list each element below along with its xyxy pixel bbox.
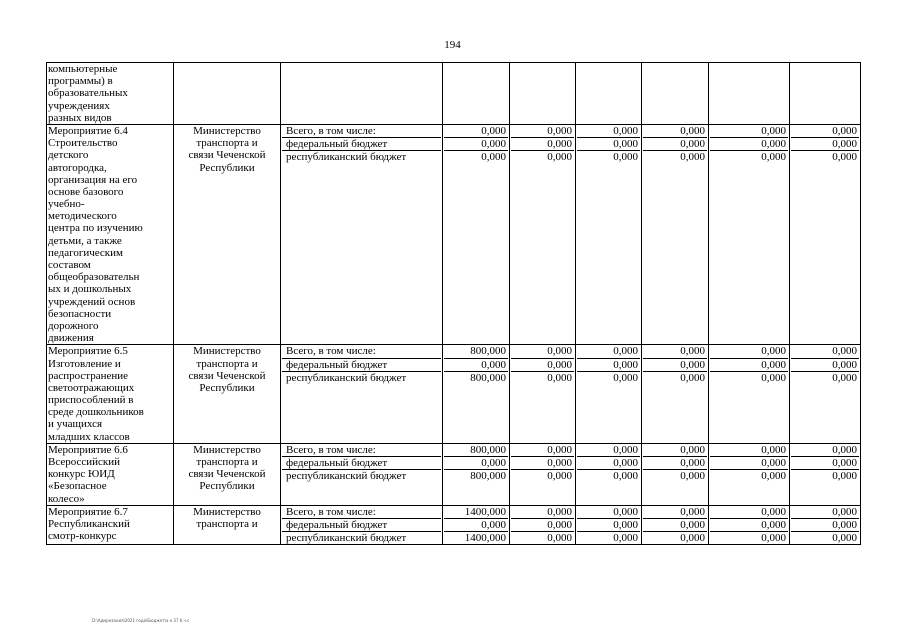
amount-cell: [642, 124, 709, 344]
event-text-line: среде дошкольников: [48, 406, 144, 419]
amount-cell: [790, 505, 861, 545]
amount-cell: [510, 443, 576, 505]
amount-cell: [642, 63, 709, 125]
amount-cell: [709, 443, 790, 505]
amount-value: 0,000: [511, 444, 574, 457]
amount-value: 800,000: [444, 444, 508, 457]
amount-cell: [642, 443, 709, 505]
amount-value: 0,000: [511, 125, 574, 138]
executor-text-line: транспорта и: [196, 137, 258, 150]
funding-source-line: Всего, в том числе:: [282, 345, 441, 358]
event-text-line: Мероприятие 6.6: [48, 443, 128, 456]
amount-cell: [510, 124, 576, 344]
funding-source-line: республиканский бюджет: [286, 371, 407, 384]
amount-value: 0,000: [613, 371, 638, 384]
funding-source-line: Всего, в том числе:: [282, 506, 441, 519]
amount-value: 0,000: [511, 345, 574, 358]
amount-value: 0,000: [577, 359, 640, 372]
event-text-line: детьми, а также: [48, 234, 122, 247]
amount-cell: [790, 63, 861, 125]
amount-value: 0,000: [613, 151, 638, 164]
executor-text-line: Министерство: [193, 345, 261, 358]
amount-value: 0,000: [547, 470, 572, 483]
amount-value: 0,000: [481, 151, 506, 164]
amount-value: 0,000: [791, 506, 859, 519]
amount-value: 800,000: [470, 470, 506, 483]
amount-value: 0,000: [511, 359, 574, 372]
amount-value: 0,000: [547, 151, 572, 164]
amount-cell: [576, 345, 642, 444]
amount-value: 0,000: [547, 532, 572, 545]
event-text-line: учебно-: [48, 198, 85, 211]
event-text-line: светоотражающих: [48, 381, 135, 394]
amount-value: 0,000: [444, 125, 508, 138]
amount-value: 0,000: [832, 151, 857, 164]
amount-value: 0,000: [791, 444, 859, 457]
table-row: [47, 345, 861, 444]
event-text-line: методического: [48, 210, 117, 223]
amount-value: 0,000: [832, 371, 857, 384]
funding-source-line: федеральный бюджет: [282, 359, 441, 372]
amount-value: 1400,000: [444, 506, 508, 519]
funding-source-cell: [281, 443, 443, 505]
table-row: [47, 63, 861, 125]
amount-value: 0,000: [444, 457, 508, 470]
amount-value: 0,000: [613, 532, 638, 545]
amount-value: 0,000: [577, 125, 640, 138]
event-text-line: педагогическим: [48, 246, 124, 259]
amount-cell: [443, 505, 510, 545]
amount-cell: [709, 505, 790, 545]
event-text-line: Изготовление и: [48, 357, 121, 370]
funding-source-cell: [281, 505, 443, 545]
event-text-line: центра по изучению: [48, 222, 143, 235]
amount-value: 800,000: [444, 345, 508, 358]
amount-value: 0,000: [761, 532, 786, 545]
amount-value: 0,000: [832, 470, 857, 483]
event-text-line: составом: [48, 259, 91, 271]
event-text-line: смотр-конкурс: [48, 530, 117, 543]
amount-cell: [576, 63, 642, 125]
event-text-line: учреждениях: [48, 99, 110, 112]
funding-source-line: федеральный бюджет: [282, 138, 441, 151]
executor-cell: [174, 63, 281, 125]
funding-source-line: республиканский бюджет: [286, 151, 407, 164]
event-text-line: конкурс ЮИД: [48, 468, 115, 481]
amount-value: 0,000: [710, 359, 788, 372]
event-text-line: распространение: [48, 369, 129, 382]
amount-value: 0,000: [710, 519, 788, 532]
funding-source-line: республиканский бюджет: [286, 532, 407, 545]
table-row: [47, 443, 861, 505]
amount-cell: [576, 443, 642, 505]
amount-value: 0,000: [444, 519, 508, 532]
event-text-line: дорожного: [48, 319, 99, 332]
amount-value: 0,000: [710, 506, 788, 519]
event-text-line: автогородка,: [48, 161, 107, 174]
executor-text-line: транспорта и: [196, 517, 258, 530]
amount-value: 0,000: [791, 138, 859, 151]
amount-value: 0,000: [511, 506, 574, 519]
event-text-line: Республиканский: [48, 517, 130, 530]
event-text-line: приспособлений в: [48, 394, 134, 407]
event-text-line: Мероприятие 6.7: [48, 505, 128, 518]
amount-value: 0,000: [643, 125, 707, 138]
amount-value: 0,000: [832, 532, 857, 545]
executor-cell: [174, 443, 281, 505]
amount-cell: [642, 345, 709, 444]
amount-cell: [709, 124, 790, 344]
event-text-line: движения: [48, 332, 94, 345]
amount-value: 0,000: [547, 371, 572, 384]
event-description-cell: [47, 505, 174, 545]
file-path-footer: D:\Адмрезания\2021 года\Бюджет\а к 37 б.ч.с: [92, 618, 190, 623]
funding-source-line: федеральный бюджет: [282, 457, 441, 470]
amount-value: 0,000: [511, 519, 574, 532]
event-description-cell: [47, 124, 174, 344]
amount-value: 0,000: [710, 345, 788, 358]
amount-value: 0,000: [761, 470, 786, 483]
amount-cell: [443, 63, 510, 125]
amount-value: 0,000: [577, 457, 640, 470]
amount-value: 0,000: [643, 345, 707, 358]
budget-table: [46, 62, 861, 545]
event-text-line: компьютерные: [48, 63, 118, 75]
event-text-line: ых и дошкольных: [48, 283, 132, 296]
amount-value: 0,000: [643, 457, 707, 470]
funding-source-cell: [281, 124, 443, 344]
executor-text-line: Республики: [199, 480, 255, 493]
amount-cell: [790, 345, 861, 444]
event-text-line: Строительство: [48, 137, 118, 150]
amount-cell: [709, 345, 790, 444]
amount-cell: [443, 443, 510, 505]
funding-source-line: Всего, в том числе:: [282, 444, 441, 457]
amount-value: 0,000: [761, 371, 786, 384]
amount-cell: [443, 124, 510, 344]
amount-value: 0,000: [680, 470, 705, 483]
amount-cell: [443, 345, 510, 444]
page-number: 194: [444, 39, 461, 51]
amount-value: 0,000: [791, 359, 859, 372]
amount-cell: [576, 124, 642, 344]
event-description-cell: [47, 345, 174, 444]
event-text-line: колесо»: [48, 492, 85, 505]
amount-cell: [642, 505, 709, 545]
amount-value: 0,000: [577, 506, 640, 519]
amount-value: 0,000: [791, 125, 859, 138]
funding-source-cell: [281, 345, 443, 444]
executor-text-line: связи Чеченской: [188, 468, 266, 481]
amount-cell: [510, 505, 576, 545]
event-text-line: и учащихся: [48, 418, 103, 431]
event-text-line: детского: [48, 149, 89, 162]
amount-value: 800,000: [470, 371, 506, 384]
amount-value: 0,000: [577, 519, 640, 532]
amount-value: 0,000: [680, 532, 705, 545]
executor-text-line: связи Чеченской: [188, 369, 266, 382]
amount-value: 0,000: [643, 506, 707, 519]
event-text-line: младших классов: [48, 430, 130, 443]
amount-value: 1400,000: [464, 532, 506, 545]
executor-text-line: Министерство: [193, 124, 261, 137]
amount-value: 0,000: [444, 359, 508, 372]
event-text-line: программы) в: [48, 75, 113, 88]
amount-value: 0,000: [710, 125, 788, 138]
event-text-line: образовательных: [48, 87, 128, 100]
amount-cell: [576, 505, 642, 545]
amount-value: 0,000: [710, 457, 788, 470]
amount-value: 0,000: [710, 138, 788, 151]
amount-value: 0,000: [577, 345, 640, 358]
amount-cell: [790, 124, 861, 344]
amount-value: 0,000: [511, 457, 574, 470]
amount-value: 0,000: [791, 457, 859, 470]
amount-value: 0,000: [643, 444, 707, 457]
executor-text-line: Республики: [199, 161, 255, 174]
event-text-line: основе базового: [48, 185, 124, 198]
event-text-line: организация на его: [48, 173, 138, 186]
amount-value: 0,000: [577, 444, 640, 457]
executor-cell: [174, 505, 281, 545]
amount-cell: [709, 63, 790, 125]
event-text-line: безопасности: [48, 307, 112, 320]
executor-cell: [174, 345, 281, 444]
executor-text-line: транспорта и: [196, 456, 258, 468]
table-row: [47, 505, 861, 545]
funding-source-line: республиканский бюджет: [286, 470, 407, 483]
amount-value: 0,000: [577, 138, 640, 151]
amount-value: 0,000: [444, 138, 508, 151]
event-description-cell: [47, 443, 174, 505]
executor-text-line: Министерство: [193, 505, 261, 518]
event-text-line: учреждений основ: [48, 295, 136, 308]
event-text-line: общеобразовательн: [48, 271, 140, 284]
event-text-line: Мероприятие 6.5: [48, 345, 128, 358]
event-text-line: Всероссийский: [48, 456, 121, 468]
amount-value: 0,000: [643, 138, 707, 151]
amount-value: 0,000: [613, 470, 638, 483]
executor-text-line: транспорта и: [196, 357, 258, 370]
event-description-cell: [47, 63, 174, 125]
amount-cell: [510, 63, 576, 125]
event-text-line: Мероприятие 6.4: [48, 124, 128, 137]
amount-value: 0,000: [791, 519, 859, 532]
funding-source-cell: [281, 63, 443, 125]
executor-text-line: связи Чеченской: [188, 149, 266, 162]
amount-value: 0,000: [511, 138, 574, 151]
amount-cell: [510, 345, 576, 444]
event-text-line: «Безопасное: [48, 480, 107, 493]
amount-value: 0,000: [791, 345, 859, 358]
amount-value: 0,000: [643, 359, 707, 372]
funding-source-line: Всего, в том числе:: [282, 125, 441, 138]
amount-value: 0,000: [710, 444, 788, 457]
table-row: [47, 124, 861, 344]
executor-text-line: Республики: [199, 381, 255, 394]
amount-value: 0,000: [761, 151, 786, 164]
amount-value: 0,000: [680, 151, 705, 164]
event-text-line: разных видов: [48, 111, 112, 124]
funding-source-line: федеральный бюджет: [282, 519, 441, 532]
amount-cell: [790, 443, 861, 505]
amount-value: 0,000: [643, 519, 707, 532]
executor-cell: [174, 124, 281, 344]
amount-value: 0,000: [680, 371, 705, 384]
executor-text-line: Министерство: [193, 443, 261, 456]
